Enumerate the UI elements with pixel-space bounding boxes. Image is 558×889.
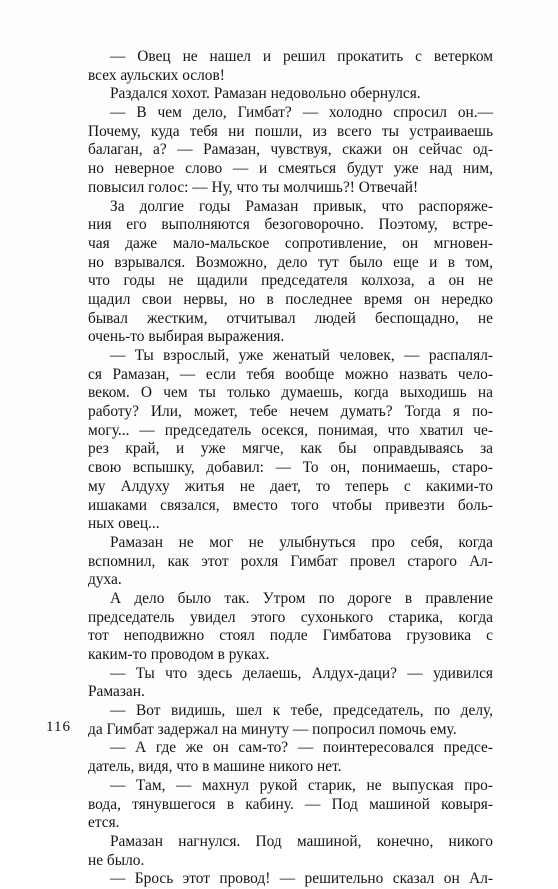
text-line: но взрывался. Возможно, дело тут было еще и в том, [88,253,493,271]
text-line: ных овец... [88,515,160,533]
text-line: му Алдуху житья не дает, то теперь с какими-то [88,477,493,495]
text-line: Почему, куда тебя ни пошли, из всего ты устраиваешь [88,122,493,140]
page-body-text [88,48,493,889]
text-line: председатель увидел этого сухонького старика, когда [88,608,493,626]
text-line: А дело было так. Утром по дороге в правление [110,589,493,607]
text-line: — Ты что здесь делаешь, Алдух-даци? — удивился [110,664,493,682]
text-line: — В чем дело, Гимбат? — холодно спросил он.— [110,104,493,122]
text-line: вода, тянувшегося в кабину. — Под машиной ковыря- [88,795,493,813]
text-line: тот неподвижно стоял подле Гимбатова грузовика с [88,627,493,645]
text-line: ется. [88,814,120,832]
text-line: — Брось этот провод! — решительно сказал он Ал- [110,870,493,888]
page-number: 116 [46,719,71,735]
text-line: веком. О чем ты только думаешь, когда выходишь на [88,384,493,402]
text-line: балаган, а? — Рамазан, чувствуя, скажи он сейчас од- [88,141,493,159]
text-line: свою вспышку, добавил: — То он, понимаешь, старо- [88,459,493,477]
text-line: могу... — председатель осекся, понимая, что хватил че- [88,421,493,439]
text-line: ния его выполняются безоговорочно. Поэтому, встре- [88,216,493,234]
text-line: щадил свои нервы, но в последнее время он нередко [88,290,493,308]
text-line: — Там, — махнул рукой старик, не выпуская про- [110,776,493,794]
text-line: но неверное слово — и смеяться будут уже над ним, [88,160,493,178]
text-line: — А где же он сам-то? — поинтересовался предсе- [110,739,493,757]
text-line: повысил голос: — Ну, что ты молчишь?! Отвечай! [88,178,419,196]
text-line: очень-то выбирая выражения. [88,328,285,346]
text-line: — Вот видишь, шел к тебе, председатель, по делу, [110,702,493,720]
text-line: работу? Или, может, тебе нечем думать? Тогда я по- [88,403,493,421]
text-line: За долгие годы Рамазан привык, что распоряже- [110,197,493,215]
text-line: рез край, и уже мягче, как бы оправдываясь за [88,440,493,458]
text-line: Рамазан нагнулся. Под машиной, конечно, никого [110,832,493,850]
text-line: каким-то проводом в руках. [88,646,270,663]
text-line: — Ты взрослый, уже женатый человек, — распалял- [110,347,493,364]
text-line: не было. [88,851,145,869]
text-line: Рамазан. [88,683,145,701]
text-line: Раздался хохот. Рамазан недовольно обернулся. [110,85,421,103]
text-line: вспомнил, как этот рохля Гимбат провел старого Ал- [88,552,493,570]
text-line: чая даже мало-мальское сопротивление, он мгновен- [88,234,493,252]
text-line: бывал жестким, отчитывал людей беспощадно, не [88,309,493,327]
text-line: да Гимбат задержал на минуту — попросил помочь ему. [88,720,457,738]
text-line: ся Рамазан, — если тебя вообще можно назвать чело- [88,365,493,383]
text-line: — Овец не нашел и решил прокатить с ветерком [110,48,493,65]
text-line: что годы не щадили председателя колхоза, а он не [88,272,493,290]
text-line: духа. [88,571,122,589]
text-line: датель, видя, что в машине никого нет. [88,758,342,776]
text-line: всех аульских ослов! [88,66,225,84]
text-line: Рамазан не мог не улыбнуться про себя, когда [110,533,493,551]
text-line: ишакам‌и связался, вместо того чтобы привезти боль- [88,496,493,514]
